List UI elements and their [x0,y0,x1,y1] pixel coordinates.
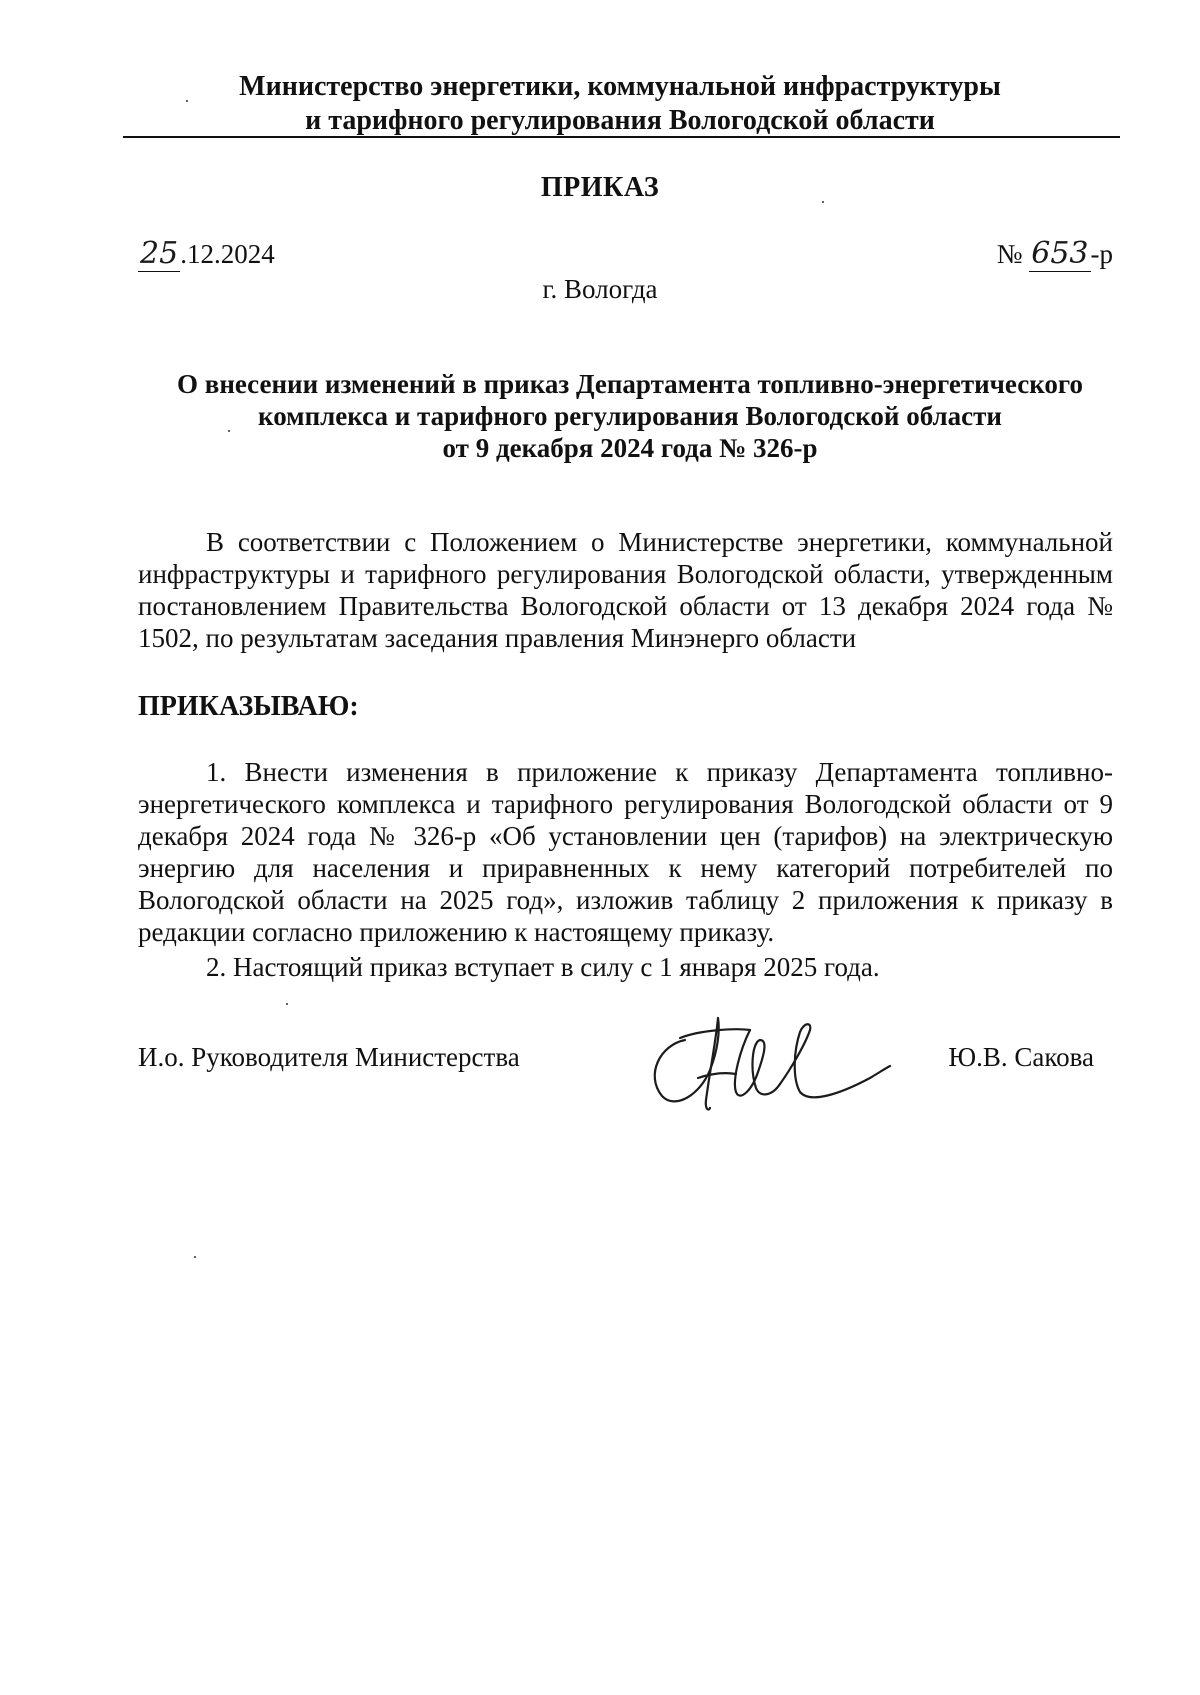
number-suffix: -р [1090,239,1113,269]
issue-city: г. Вологда [542,274,658,304]
number-sign: № [996,239,1023,269]
document-number [997,236,1113,271]
document-date [138,236,275,271]
subject-line-2: комплекса и тарифного регулирования Вологодской области [258,401,1002,431]
subject-line-3: от 9 декабря 2024 года № 326-р [442,433,818,463]
order-item-2: 2. Настоящий приказ вступает в силу с 1 января 2025 года. [206,952,880,982]
document-type-title: ПРИКАЗ [540,172,660,203]
date-day-handwritten: 25 [140,236,179,271]
header-divider [123,136,1120,138]
scan-speck [228,430,230,432]
date-month-year: .12.2024 [180,239,275,269]
preamble-paragraph: В соответствии с Положением о Министерстве энергетики, коммунальной инфраструктуры и тарифного регулирования Вологодской области, утвержденным постановлением Правительства Вологодской области от 13 декабря 2024 года № 1502, по результатам заседания правления Минэнерго области [138,527,1113,653]
order-subject [140,368,1120,464]
organization-header [120,70,1120,138]
subject-line-1: О внесении изменений в приказ Департамента топливно-энергетического [176,369,1083,399]
signatory-position: И.о. Руководителя Министерства [138,1042,520,1072]
signatory-name: Ю.В. Сакова [948,1042,1094,1072]
organization-name-line-1: Министерство энергетики, коммунальной инфраструктуры [239,71,1001,102]
organization-name-line-2: и тарифного регулирования Вологодской области [305,105,935,136]
handwritten-signature-image [640,1000,900,1120]
scan-speck [194,1256,196,1258]
number-handwritten: 653 [1031,236,1089,271]
scan-speck [286,1003,288,1005]
order-directive-heading: ПРИКАЗЫВАЮ: [138,691,359,722]
scan-speck [186,100,188,102]
scan-speck [822,201,824,203]
order-item-1: 1. Внести изменения в приложение к приказу Департамента топливно-энергетического комплекса и тарифного регулирования Вологодской области от 9 декабря 2024 года № 326-р «Об установлении цен (тарифов) на электрическую энергию для населения и приравненных к нему категорий потребителей по Вологодской области на 2025 год», изложив таблицу 2 приложения к приказу в редакции согласно приложению к настоящему приказу. [138,757,1113,947]
